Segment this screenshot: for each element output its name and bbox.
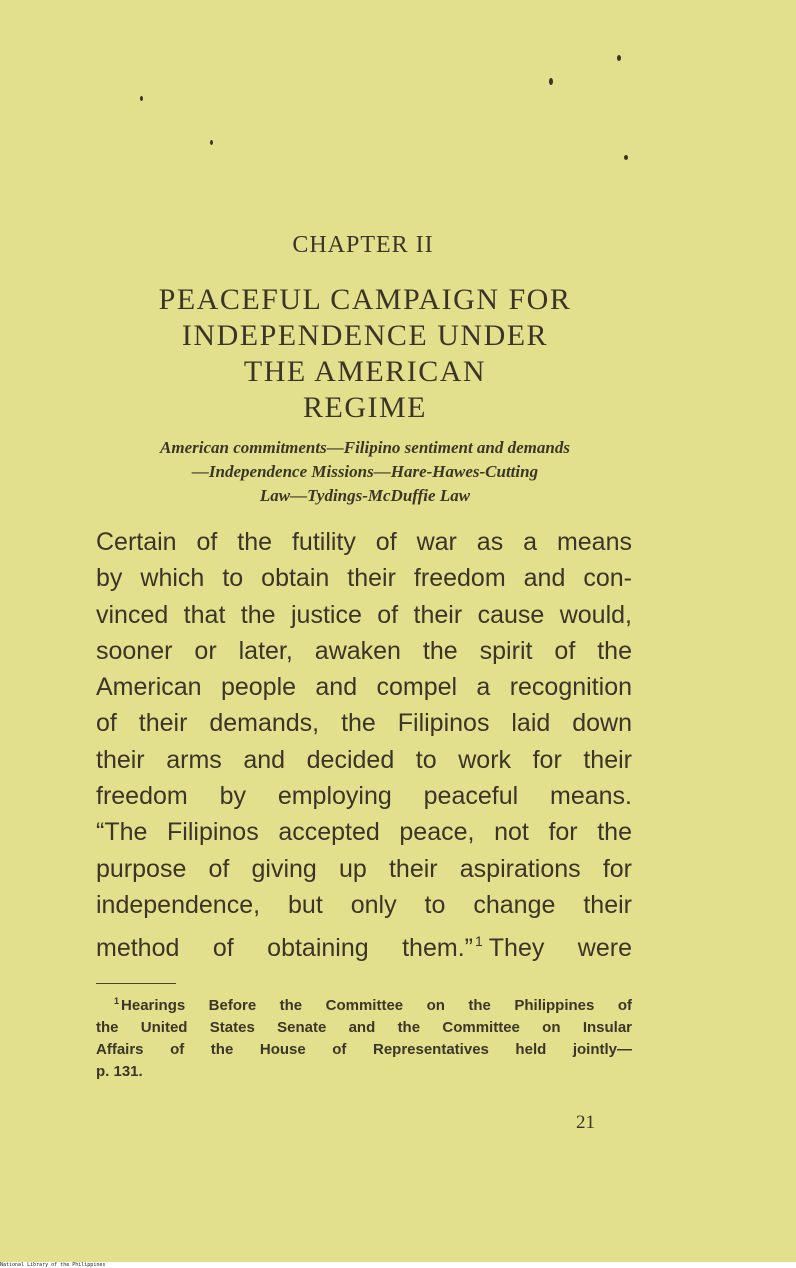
scan-footer-strip	[0, 1262, 796, 1268]
body-line: “The Filipinos accepted peace, not for the	[96, 818, 632, 847]
footnote-line	[96, 990, 632, 1017]
body-line: Certain of the futility of war as a means	[96, 528, 632, 556]
chapter-synopsis	[92, 436, 638, 508]
chapter-label: CHAPTER II	[292, 232, 434, 258]
body-line: American people and compel a recognition	[96, 673, 632, 702]
body-line: vinced that the justice of their cause would,	[96, 600, 632, 629]
footnote-divider	[96, 983, 176, 984]
scan-speck	[617, 55, 621, 61]
scan-speck	[549, 78, 553, 85]
footnote-reference[interactable]: 1	[474, 933, 483, 950]
synopsis-line: American commitments—Filipino sentiment and demands	[160, 438, 570, 457]
body-line: of their demands, the Filipinos laid down	[96, 709, 632, 738]
scan-speck	[140, 96, 143, 101]
body-line	[96, 923, 632, 966]
scan-speck	[624, 155, 628, 160]
body-line: freedom by employing peaceful means.	[96, 782, 632, 811]
body-line-text: method of obtaining them.”	[96, 934, 473, 963]
footnote-line-text: Hearings Before the Committee on the Philippines of	[121, 997, 632, 1014]
scan-speck	[210, 140, 213, 145]
page-number: 21	[576, 1112, 595, 1133]
chapter-title-line: REGIME	[303, 391, 427, 424]
body-paragraph	[96, 524, 632, 967]
body-line: their arms and decided to work for their	[96, 745, 632, 774]
body-line: sooner or later, awaken the spirit of the	[96, 636, 632, 665]
body-line-text: They were	[488, 934, 632, 963]
footnote-line: p. 131.	[96, 1063, 143, 1080]
synopsis-line: Law—Tydings-McDuffie Law	[259, 486, 471, 505]
library-watermark: National Library of the Philippines	[0, 1262, 106, 1268]
footnote-line: Affairs of the House of Representatives held jointly—	[96, 1041, 632, 1058]
body-line: by which to obtain their freedom and con-	[96, 564, 632, 593]
synopsis-line: —Independence Missions—Hare-Hawes-Cutting	[191, 462, 539, 481]
footnote-line: the United States Senate and the Committee on Insular	[96, 1019, 632, 1036]
chapter-title	[100, 282, 630, 426]
chapter-title-line: PEACEFUL CAMPAIGN FOR	[158, 283, 572, 316]
chapter-title-line: THE AMERICAN	[243, 355, 487, 388]
body-line: purpose of giving up their aspirations for	[96, 854, 632, 883]
footnote-marker: 1	[114, 996, 120, 1006]
chapter-title-line: INDEPENDENCE UNDER	[181, 319, 549, 352]
footnote	[96, 990, 632, 1083]
body-line: independence, but only to change their	[96, 890, 632, 919]
